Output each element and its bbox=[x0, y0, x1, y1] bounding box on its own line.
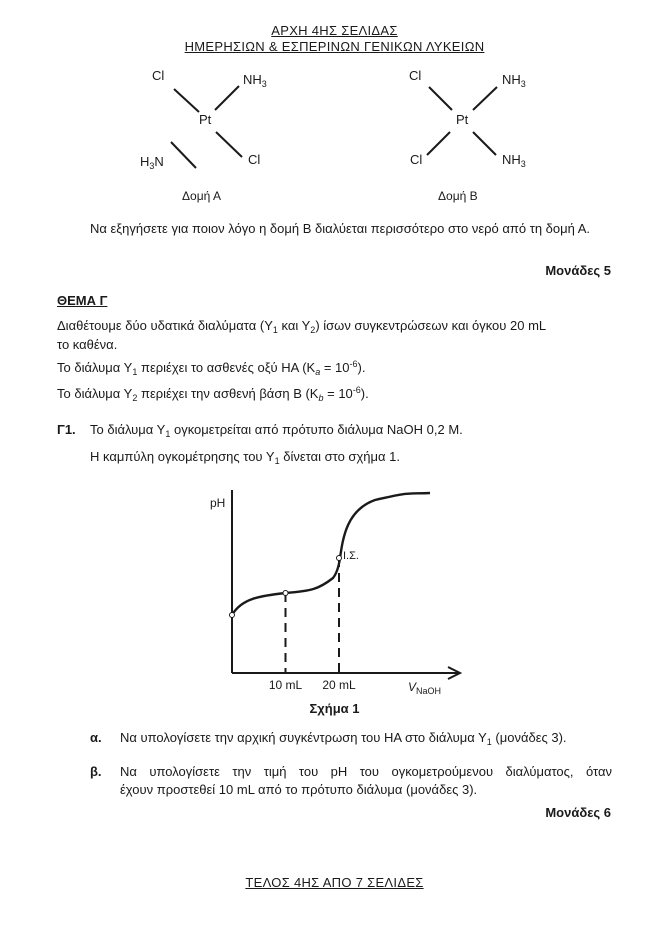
g1-label: Γ1. bbox=[57, 422, 76, 437]
part-a-text: Να υπολογίσετε την αρχική συγκέντρωση του ΗΑ στο διάλυμα $\Upsilon_1$ (μονάδες 3). bbox=[120, 730, 567, 747]
tick-label-20ml: 20 mL bbox=[322, 678, 356, 692]
question-text: Να εξηγήσετε για ποιον λόγο η δομή Β διαλύεται περισσότερο στο νερό από τη δομή Α. bbox=[90, 221, 591, 236]
equivalence-point bbox=[337, 556, 342, 561]
b-nh3-bottom: $NH_3$ bbox=[502, 152, 526, 169]
bond-a-3 bbox=[174, 89, 199, 112]
bond-b-2 bbox=[473, 87, 497, 110]
intro-p3: Το διάλυμα $\Upsilon_2$ περιέχει την ασθενή βάση Β $(K_b = 10^{-6})$. bbox=[57, 385, 369, 403]
equivalence-label: Ι.Σ. bbox=[343, 550, 359, 562]
intro-p2: Το διάλυμα $\Upsilon_1$ περιέχει το ασθενές οξύ ΗΑ $(K_a = 10^{-6})$. bbox=[57, 359, 366, 377]
b-cl-bottom: Cl bbox=[410, 152, 423, 167]
g1-line1: Το διάλυμα $\Upsilon_1$ ογκομετρείται από πρότυπο διάλυμα NaOH 0,2 Μ. bbox=[90, 422, 463, 439]
x-axis-label: $V_{NaOH}$ bbox=[408, 680, 442, 696]
b-caption: Δομή Β bbox=[438, 189, 478, 203]
a-pt-center: Pt bbox=[199, 112, 212, 127]
header-line-2: ΗΜΕΡΗΣΙΩΝ & ΕΣΠΕΡΙΝΩΝ ΓΕΝΙΚΩΝ ΛΥΚΕΙΩΝ bbox=[184, 39, 485, 54]
a-cl-top: Cl bbox=[152, 68, 165, 83]
header-line-1: ΑΡΧΗ 4ΗΣ ΣΕΛΙΔΑΣ bbox=[271, 23, 398, 38]
bond-b-1 bbox=[429, 87, 452, 110]
bond-b-4 bbox=[473, 132, 496, 155]
tick-label-10ml: 10 mL bbox=[268, 678, 303, 692]
b-nh3-top: $NH_3$ bbox=[502, 72, 526, 89]
b-cl-top: Cl bbox=[409, 68, 422, 83]
part-b-line2: έχουν προστεθεί 10 mL από το πρότυπο διάλυμα (μονάδες 3). bbox=[120, 782, 478, 797]
y-axis-label: pH bbox=[210, 496, 226, 510]
bond-b-3 bbox=[427, 132, 450, 155]
half-equivalence-point bbox=[283, 591, 288, 596]
bond-a-4 bbox=[216, 132, 242, 157]
part-b-line1: Να υπολογίσετε την τιμή του pH του ογκομετρούμενου διαλύματος, όταν bbox=[120, 764, 612, 779]
structure-b bbox=[409, 68, 526, 203]
a-caption: Δομή Α bbox=[182, 189, 221, 203]
figure-caption: Σχήμα 1 bbox=[309, 701, 360, 716]
a-h3n-label: $H_3N$ bbox=[140, 154, 164, 171]
part-b-label: β. bbox=[90, 764, 102, 779]
intro-p1: Διαθέτουμε δύο υδατικά διαλύματα ($\Upsilon_1$ και $\Upsilon_2$) ίσων συγκεντρώσεων και όγκου 20 mL bbox=[57, 318, 547, 335]
titration-chart bbox=[190, 485, 480, 696]
structure-a bbox=[140, 68, 267, 203]
marks-6: Μονάδες 6 bbox=[545, 805, 611, 820]
a-nh3-label: $NH_3$ bbox=[243, 72, 267, 89]
start-point bbox=[230, 613, 235, 618]
part-a-label: α. bbox=[90, 730, 102, 745]
footer: ΤΕΛΟΣ 4ΗΣ ΑΠΟ 7 ΣΕΛΙΔΕΣ bbox=[245, 875, 424, 890]
b-pt-center: Pt bbox=[456, 112, 469, 127]
structures-figure bbox=[0, 60, 669, 210]
a-cl-bottom: Cl bbox=[248, 152, 261, 167]
g1-line2: Η καμπύλη ογκομέτρησης του $\Upsilon_1$ δίνεται στο σχήμα 1. bbox=[90, 449, 400, 466]
marks-5: Μονάδες 5 bbox=[545, 263, 611, 278]
titration-curve bbox=[232, 493, 430, 615]
bond-a-1 bbox=[171, 142, 196, 168]
bond-a-2 bbox=[215, 86, 239, 110]
intro-p1-cont: το καθένα. bbox=[57, 337, 118, 352]
theme-title: ΘΕΜΑ Γ bbox=[57, 293, 108, 308]
